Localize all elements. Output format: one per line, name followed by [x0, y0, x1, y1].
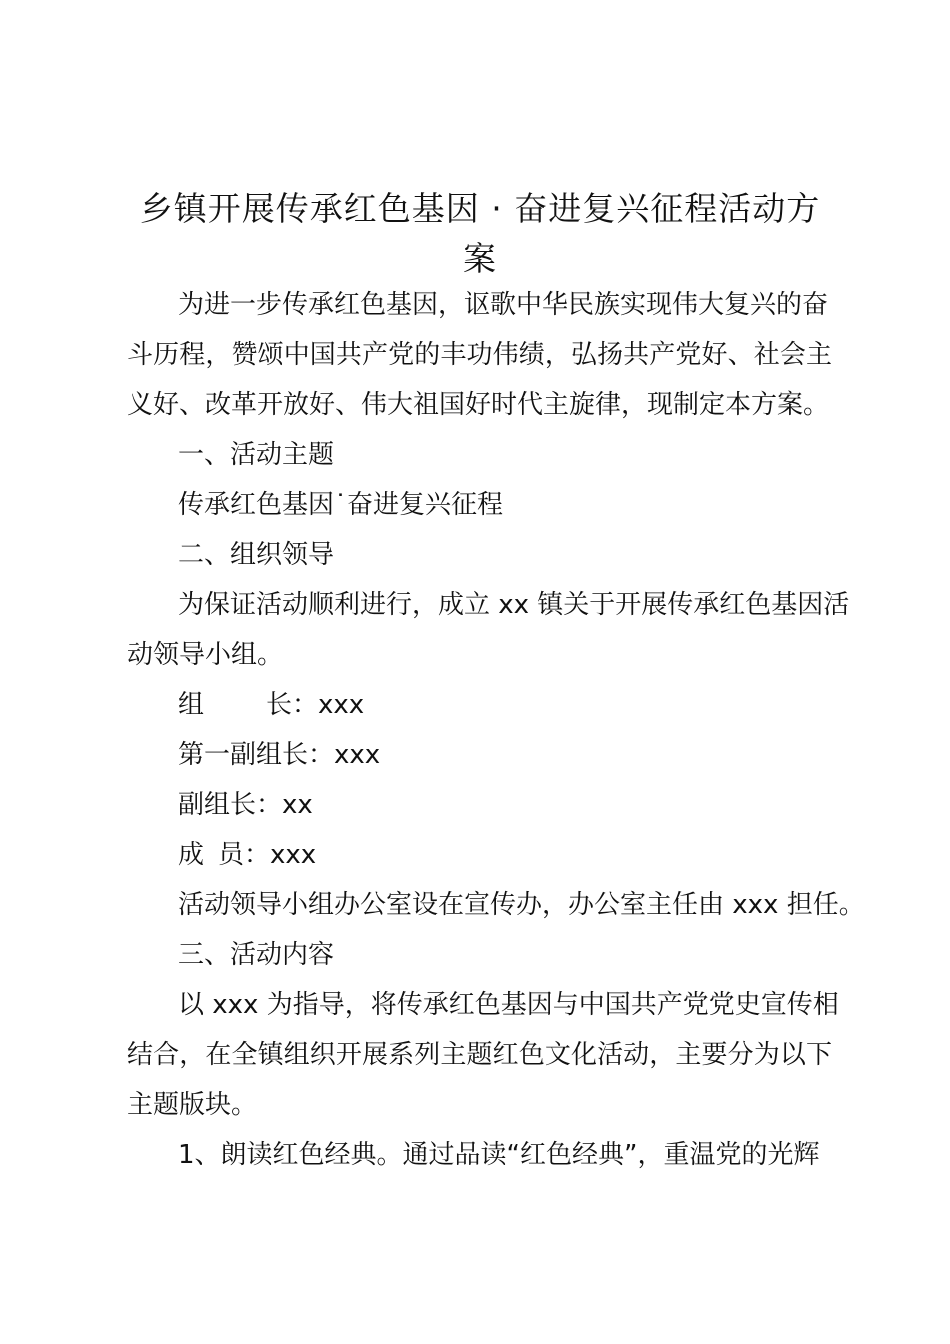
section-heading-theme: 一、活动主题 [178, 440, 335, 470]
members-label-part-1: 成 [178, 840, 205, 870]
intro-paragraph-line-1: 为进一步传承红色基因，讴歌中华民族实现伟大复兴的奋 [178, 290, 829, 320]
leader-entry [178, 685, 364, 725]
organization-paragraph-line-1: 为保证活动顺利进行，成立 xx 镇关于开展传承红色基因活 [178, 590, 850, 620]
content-paragraph-line-3: 主题版块。 [127, 1090, 258, 1120]
intro-paragraph-line-2: 斗历程，赞颂中国共产党的丰功伟绩，弘扬共产党好、社会主 [127, 340, 832, 370]
organization-paragraph-line-2: 动领导小组。 [127, 640, 284, 670]
section-heading-content: 三、活动内容 [178, 940, 335, 970]
leader-label-part-2: 长：xxx [266, 690, 365, 720]
document-title-line-2: 案 [463, 239, 497, 278]
intro-paragraph-line-3: 义好、改革开放好、伟大祖国好时代主旋律，现制定本方案。 [127, 390, 830, 420]
members-label-part-2: 员：xxx [218, 840, 317, 870]
deputy-entry: 副组长：xx [178, 790, 313, 820]
content-paragraph-line-1: 以 xxx 为指导，将传承红色基因与中国共产党党史宣传相 [178, 990, 839, 1020]
first-deputy-entry: 第一副组长：xxx [178, 740, 381, 770]
leader-label-part-1: 组 [178, 690, 205, 720]
section-heading-organization: 二、组织领导 [178, 540, 335, 570]
members-entry [178, 835, 316, 875]
content-item-1-line-1: 1、朗读红色经典。通过品读“红色经典”，重温党的光辉 [178, 1140, 820, 1170]
document-title-line-1: 乡镇开展传承红色基因 · 奋进复兴征程活动方 [139, 189, 821, 228]
content-paragraph-line-2: 结合，在全镇组织开展系列主题红色文化活动，主要分为以下 [127, 1040, 832, 1070]
activity-theme: 传承红色基因˙奋进复兴征程 [178, 490, 504, 520]
office-statement: 活动领导小组办公室设在宣传办，办公室主任由 xxx 担任。 [178, 890, 865, 920]
